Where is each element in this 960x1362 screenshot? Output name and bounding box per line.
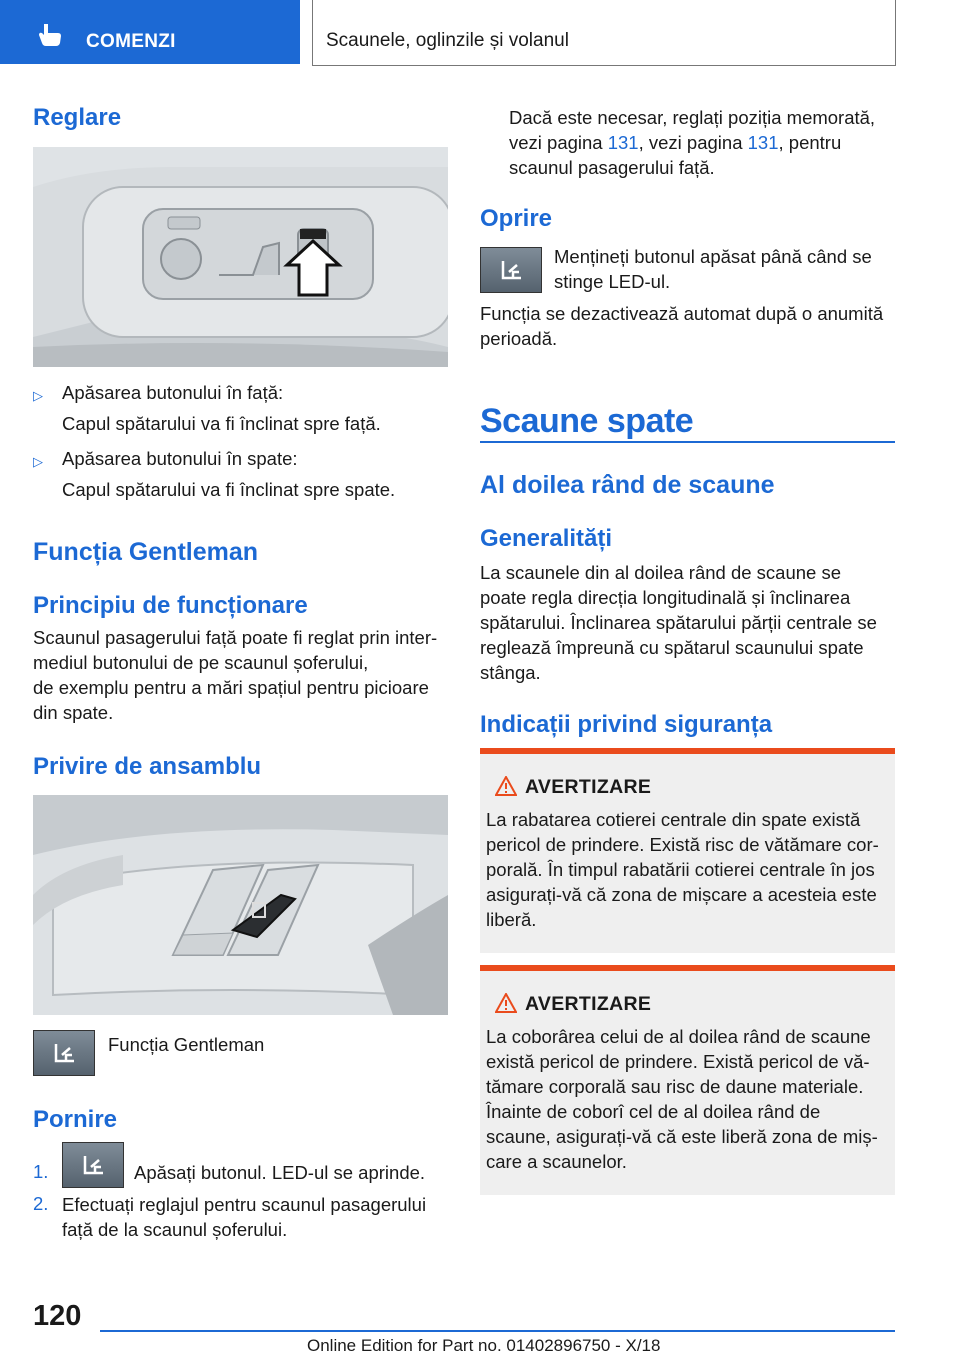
- page-link-131[interactable]: 131: [607, 132, 639, 153]
- chapter-tab[interactable]: [0, 0, 300, 64]
- photo-seat-buttons: [33, 147, 448, 367]
- step-1-number: 1.: [33, 1161, 49, 1182]
- generalitati-line-4: reglează împreună cu spătarul scaunului spate: [480, 637, 864, 658]
- warning-2-line-5: scaune, asigurați-vă că este liberă zona de miș‐: [486, 1126, 878, 1147]
- warning-triangle-icon: [495, 776, 517, 796]
- principiu-line-1: Scaunul pasagerului față poate fi reglat prin inter‐: [33, 627, 438, 648]
- heading-underline: [480, 441, 895, 443]
- footer-rule: [100, 1330, 895, 1332]
- warning-1-line-3: porală. În timpul rabatării cotierei centrale în jos: [486, 859, 875, 880]
- gentleman-button-icon: [33, 1030, 95, 1076]
- heading-gentleman: Funcția Gentleman: [33, 538, 259, 566]
- pointing-hand-icon: [36, 20, 64, 48]
- section-title: Scaunele, oglinzile și volanul: [326, 30, 569, 51]
- heading-scaune-spate: Scaune spate: [480, 402, 694, 440]
- heading-generalitati: Generalități: [480, 525, 613, 552]
- page-link-131[interactable]: 131: [747, 132, 779, 153]
- memo-text: , pentru: [778, 132, 842, 153]
- warning-bar: [480, 965, 895, 971]
- warning-2-line-3: tămare corporală sau risc de daune materiale.: [486, 1076, 864, 1097]
- principiu-line-2: mediul butonului de pe scaunul șoferului,: [33, 652, 369, 673]
- gentleman-icon-caption: Funcția Gentleman: [108, 1034, 265, 1055]
- warning-box-1: [480, 748, 895, 953]
- oprire-line-1: Mențineți butonul apăsat până când se: [554, 246, 872, 267]
- principiu-line-3: de exemplu pentru a mări spațiul pentru picioare: [33, 677, 429, 698]
- reglare-item-2-title: Apăsarea butonului în spate:: [62, 448, 298, 469]
- reglare-item-2-desc: Capul spătarului va fi înclinat spre spate.: [62, 479, 396, 500]
- warning-box-2: [480, 965, 895, 1195]
- heading-pornire: Pornire: [33, 1106, 118, 1133]
- heading-randul-2: Al doilea rând de scaune: [480, 471, 775, 499]
- reglare-item-1-title: Apăsarea butonului în față:: [62, 382, 284, 403]
- warning-2-line-6: care a scaunelor.: [486, 1151, 627, 1172]
- warning-2-line-1: La coborârea celui de al doilea rând de scaune: [486, 1026, 871, 1047]
- memo-line-1: Dacă este necesar, reglați poziția memorată,: [509, 107, 876, 128]
- warning-2-line-2: există pericol de prindere. Există pericol de vă‐: [486, 1051, 870, 1072]
- memo-line-2: [509, 131, 841, 156]
- step-1-text: Apăsați butonul. LED-ul se aprinde.: [134, 1162, 426, 1183]
- warning-1-line-5: liberă.: [486, 909, 537, 930]
- generalitati-line-5: stânga.: [480, 662, 541, 683]
- warning-title: AVERTIZARE: [525, 993, 652, 1015]
- photo-gentleman-button: [33, 795, 448, 1015]
- section-header: [312, 0, 896, 66]
- warning-triangle-icon: [495, 993, 517, 1013]
- warning-1-line-1: La rabatarea cotierei centrale din spate există: [486, 809, 861, 830]
- oprire-note-line-2: perioadă.: [480, 328, 558, 349]
- step-2-text-line-2: față de la scaunul șoferului.: [62, 1219, 288, 1240]
- warning-title: AVERTIZARE: [525, 776, 652, 798]
- warning-bar: [480, 748, 895, 754]
- generalitati-line-2: poate regla direcția longitudinală și înclinarea: [480, 587, 851, 608]
- oprire-note-line-1: Funcția se dezactivează automat după o anumită: [480, 303, 884, 324]
- reglare-item-1-desc: Capul spătarului va fi înclinat spre față.: [62, 413, 381, 434]
- warning-2-line-4: Înainte de coborî cel de al doilea rând de: [486, 1101, 821, 1122]
- page-number: 120: [33, 1300, 82, 1332]
- heading-principiu: Principiu de funcționare: [33, 592, 308, 619]
- warning-1-line-2: pericol de prindere. Există risc de vătămare cor‐: [486, 834, 879, 855]
- heading-reglare: Reglare: [33, 104, 122, 131]
- gentleman-button-icon: [62, 1142, 124, 1188]
- memo-line-3: scaunul pasagerului față.: [509, 157, 715, 178]
- warning-1-line-4: asigurați-vă că zona de mișcare a acesteia este: [486, 884, 877, 905]
- principiu-line-4: din spate.: [33, 702, 114, 723]
- heading-oprire: Oprire: [480, 205, 553, 232]
- memo-text: , vezi pagina: [638, 132, 748, 153]
- gentleman-button-icon: [480, 247, 542, 293]
- oprire-line-2: stinge LED-ul.: [554, 271, 671, 292]
- generalitati-line-3: spătarului. Înclinarea spătarului părții centrale se: [480, 612, 877, 633]
- footer-edition: Online Edition for Part no. 01402896750 - X/18: [307, 1336, 661, 1355]
- chapter-tab-label: COMENZI: [86, 31, 176, 52]
- step-2-number: 2.: [33, 1193, 49, 1214]
- generalitati-line-1: La scaunele din al doilea rând de scaune se: [480, 562, 842, 583]
- bullet-triangle-icon: ▷: [33, 388, 43, 403]
- heading-indicatii: Indicații privind siguranța: [480, 711, 773, 738]
- memo-text: vezi pagina: [509, 132, 608, 153]
- heading-privire: Privire de ansamblu: [33, 753, 262, 780]
- step-2-text-line-1: Efectuați reglajul pentru scaunul pasagerului: [62, 1194, 427, 1215]
- bullet-triangle-icon: ▷: [33, 454, 43, 469]
